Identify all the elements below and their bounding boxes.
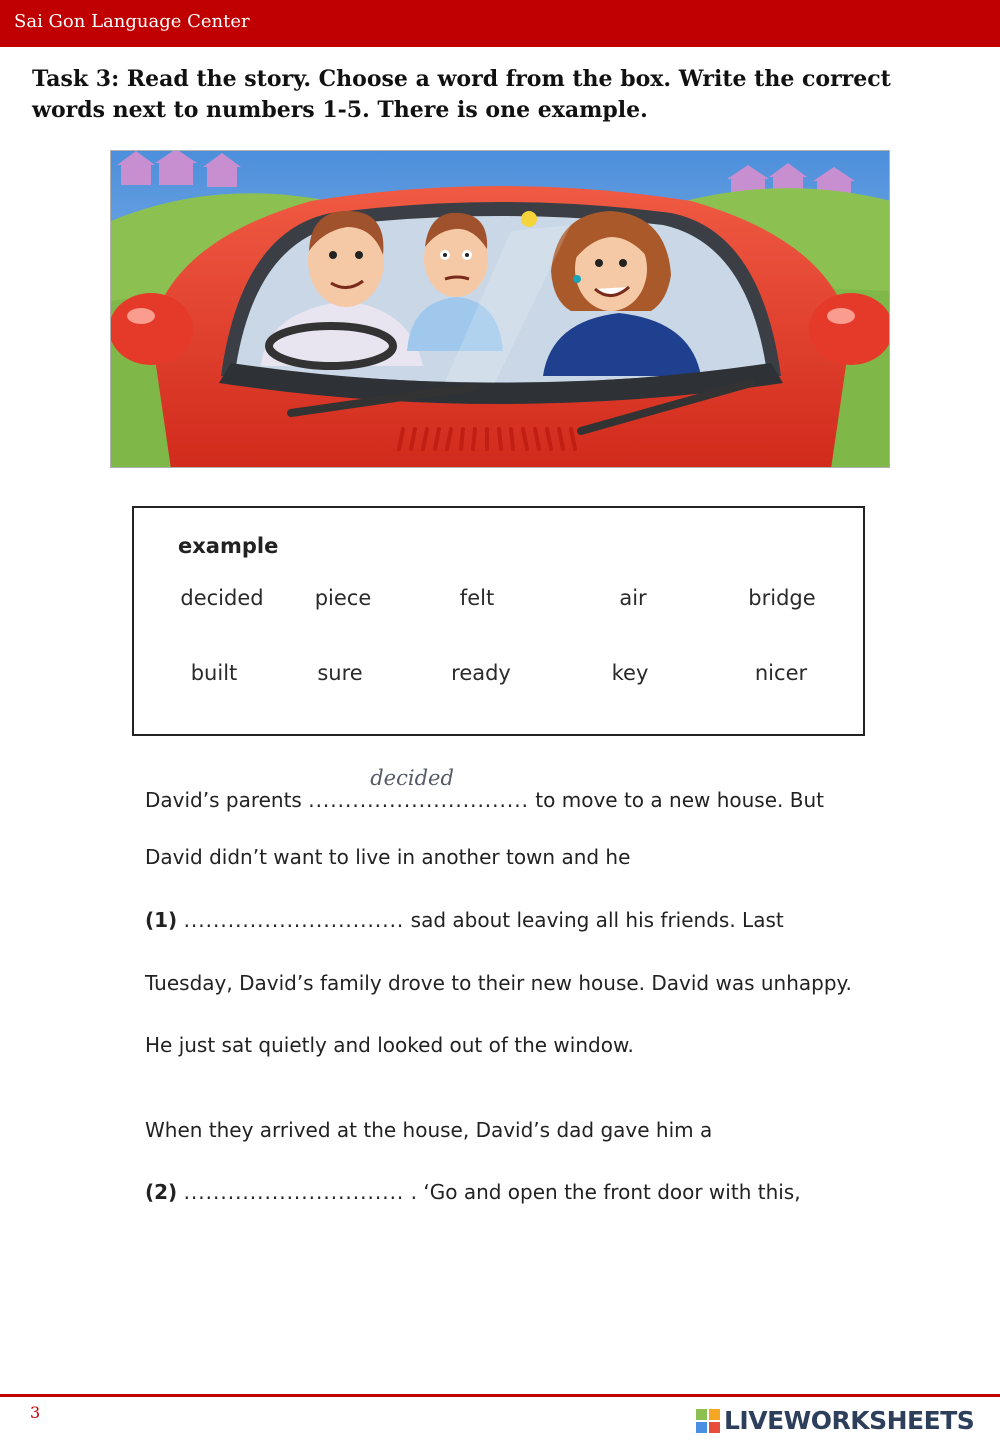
blank-dots: ..............................	[308, 788, 529, 812]
word-box-label: example	[178, 534, 279, 558]
task-instructions: Task 3: Read the story. Choose a word from the box. Write the correct words next to numbers 1-5. There is one example.	[32, 66, 891, 123]
page-number: 3	[30, 1403, 41, 1422]
word-option: bridge	[748, 586, 816, 610]
story-text: sad about leaving all his friends. Last	[404, 908, 784, 932]
answer-blank-2[interactable]: ..............................	[183, 1180, 405, 1204]
word-option: built	[190, 661, 238, 685]
story-line: Tuesday, David’s family drove to their new house. David was unhappy.	[145, 971, 852, 995]
word-option: air	[619, 586, 647, 610]
story-line	[145, 1180, 801, 1204]
question-number-1: (1)	[145, 908, 178, 932]
word-option: key	[611, 661, 649, 685]
story-line: David didn’t want to live in another town and he	[145, 845, 631, 869]
story-text: to move to a new house. But	[528, 788, 824, 812]
story-text: David’s parents	[145, 788, 309, 812]
story-line: When they arrived at the house, David’s dad gave him a	[145, 1118, 713, 1142]
word-option: ready	[451, 661, 511, 685]
question-number-2: (2)	[145, 1180, 178, 1204]
answer-blank-1[interactable]: ..............................	[183, 908, 405, 932]
example-answer: decided	[370, 766, 454, 790]
story-line	[145, 766, 824, 812]
word-option: felt	[459, 586, 495, 610]
word-option: piece	[314, 586, 372, 610]
liveworksheets-logo[interactable]	[696, 1406, 974, 1435]
word-option: sure	[317, 661, 363, 685]
story-line: He just sat quietly and looked out of the window.	[145, 1033, 634, 1057]
brand-name: LIVEWORKSHEETS	[724, 1406, 975, 1435]
family-car-illustration	[110, 150, 890, 468]
story-text: . ‘Go and open the front door with this,	[404, 1180, 801, 1204]
blocks-icon	[696, 1409, 720, 1433]
story-line	[145, 908, 784, 932]
word-box	[132, 506, 865, 736]
footer-divider	[0, 1394, 1000, 1397]
word-option: decided	[180, 586, 264, 610]
example-blank	[308, 766, 529, 812]
word-option: nicer	[754, 661, 808, 685]
header-title: Sai Gon Language Center	[14, 11, 250, 32]
